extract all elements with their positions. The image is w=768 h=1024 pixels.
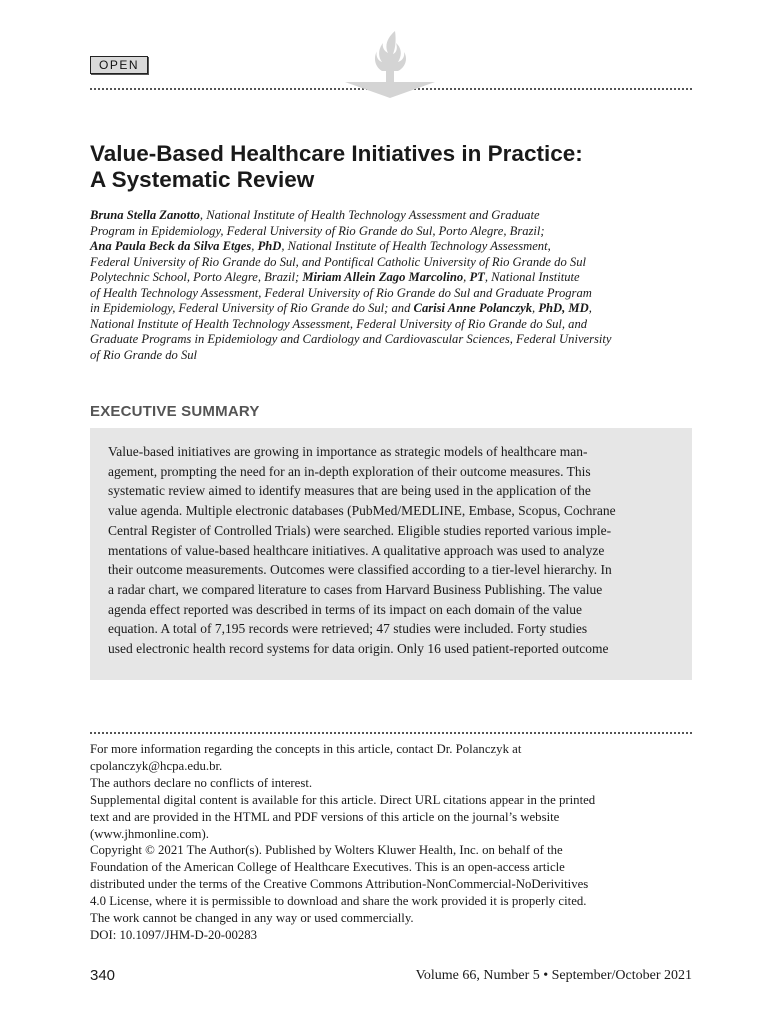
author-line <box>90 239 700 255</box>
affiliation-text: , National Institute <box>484 270 580 284</box>
article-title <box>90 141 710 193</box>
author-name: Ana Paula Beck da Silva Etges <box>90 239 252 253</box>
author-name: PT <box>469 270 485 284</box>
author-affiliations <box>90 208 700 363</box>
footnote-line: DOI: 10.1097/JHM-D-20-00283 <box>90 927 258 942</box>
summary-line: mentations of value-based healthcare initiatives. A qualitative approach was used to analyze <box>108 542 605 558</box>
summary-line: Value-based initiatives are growing in importance as strategic models of healthcare man- <box>108 444 588 459</box>
affiliation-text: National Institute of Health Technology Assessment, Federal University of Rio Grande do Sul, and <box>90 316 588 331</box>
author-line <box>90 317 700 333</box>
summary-line: Central Register of Controlled Trials) were searched. Eligible studies reported various imple- <box>108 522 612 538</box>
summary-line: a radar chart, we compared literature to cases from Harvard Business Publishing. The value <box>108 581 603 597</box>
footnote-line: distributed under the terms of the Creative Commons Attribution-NonCommercial-NoDerivitives <box>90 877 589 892</box>
author-line <box>90 208 700 224</box>
footnote-line: (www.jhmonline.com). <box>90 826 209 841</box>
affiliation-text: , <box>251 239 258 253</box>
affiliation-text: of Rio Grande do Sul <box>90 347 198 362</box>
author-line <box>90 224 700 240</box>
affiliation-text: Polytechnic School, Porto Alegre, Brazil; <box>90 270 303 284</box>
executive-summary-box <box>90 428 692 680</box>
author-line <box>90 255 700 271</box>
summary-line: agenda effect reported was described in terms of its impact on each domain of the value <box>108 601 582 617</box>
author-line <box>90 301 700 317</box>
affiliation-text: , National Institute of Health Technology Assessment and Graduate <box>199 208 540 222</box>
footnote-line: cpolanczyk@hcpa.edu.br. <box>90 758 223 773</box>
affiliation-text: , National Institute of Health Technology Assessment, <box>281 239 551 253</box>
author-name: Miriam Allein Zago Marcolino <box>302 270 464 284</box>
author-line <box>90 348 700 364</box>
footnote-line: The authors declare no conflicts of interest. <box>90 775 313 790</box>
open-access-badge: OPEN <box>90 56 148 74</box>
author-line <box>90 270 700 286</box>
summary-line: equation. A total of 7,195 records were retrieved; 47 studies were included. Forty studies <box>108 621 588 637</box>
affiliation-text: , <box>463 270 470 284</box>
footnote-dotted-rule <box>90 732 692 734</box>
page-number: 340 <box>90 967 116 984</box>
author-name: PhD, MD <box>538 301 589 315</box>
affiliation-text: , <box>532 301 539 315</box>
footnote-line: Foundation of the American College of Healthcare Executives. This is an open-access article <box>90 860 565 875</box>
affiliation-text: of Health Technology Assessment, Federal University of Rio Grande do Sul and Graduate Program <box>90 285 592 300</box>
summary-line: used electronic health record systems for data origin. Only 16 used patient-reported outcome <box>108 641 609 657</box>
author-name: Bruna Stella Zanotto <box>90 208 200 222</box>
executive-summary-heading: EXECUTIVE SUMMARY <box>90 403 260 420</box>
title-line: Value-Based Healthcare Initiatives in Practice: <box>90 141 583 166</box>
summary-line: agement, prompting the need for an in-depth exploration of their outcome measures. This <box>108 463 591 479</box>
executive-summary-text <box>108 442 678 659</box>
summary-line: value agenda. Multiple electronic databases (PubMed/MEDLINE, Embase, Scopus, Cochrane <box>108 503 616 519</box>
footnote-line: For more information regarding the concepts in this article, contact Dr. Polanczyk at <box>90 742 522 756</box>
footnote-line: text and are provided in the HTML and PDF versions of this article on the journal’s website <box>90 809 560 824</box>
footnotes <box>90 741 700 944</box>
summary-line: their outcome measurements. Outcomes were classified according to a tier-level hierarchy. In <box>108 562 612 578</box>
issue-info: Volume 66, Number 5 • September/October 2021 <box>415 968 692 983</box>
title-line: A Systematic Review <box>90 167 315 192</box>
author-name: PhD <box>257 239 282 253</box>
footnote-line: Copyright © 2021 The Author(s). Published by Wolters Kluwer Health, Inc. on behalf of the <box>90 843 563 858</box>
torch-flame-icon <box>340 25 440 100</box>
footnote-line: The work cannot be changed in any way or used commercially. <box>90 911 414 926</box>
affiliation-text: Graduate Programs in Epidemiology and Cardiology and Cardiovascular Sciences, Federal University <box>90 332 612 346</box>
footnote-line: 4.0 License, where it is permissible to download and share the work provided it is properly cited. <box>90 894 587 909</box>
author-name: Carisi Anne Polanczyk <box>413 301 533 315</box>
affiliation-text: in Epidemiology, Federal University of Rio Grande do Sul; and <box>90 301 414 315</box>
author-line <box>90 286 700 302</box>
affiliation-text: Program in Epidemiology, Federal University of Rio Grande do Sul, Porto Alegre, Brazil; <box>90 223 545 238</box>
author-line <box>90 332 700 348</box>
footnote-line: Supplemental digital content is available for this article. Direct URL citations appear in the printed <box>90 792 596 807</box>
affiliation-text: , <box>588 301 592 315</box>
summary-line: systematic review aimed to identify measures that are being used in the application of the <box>108 483 591 499</box>
affiliation-text: Federal University of Rio Grande do Sul, and Pontifical Catholic University of Rio Grande do Sul <box>90 254 586 269</box>
